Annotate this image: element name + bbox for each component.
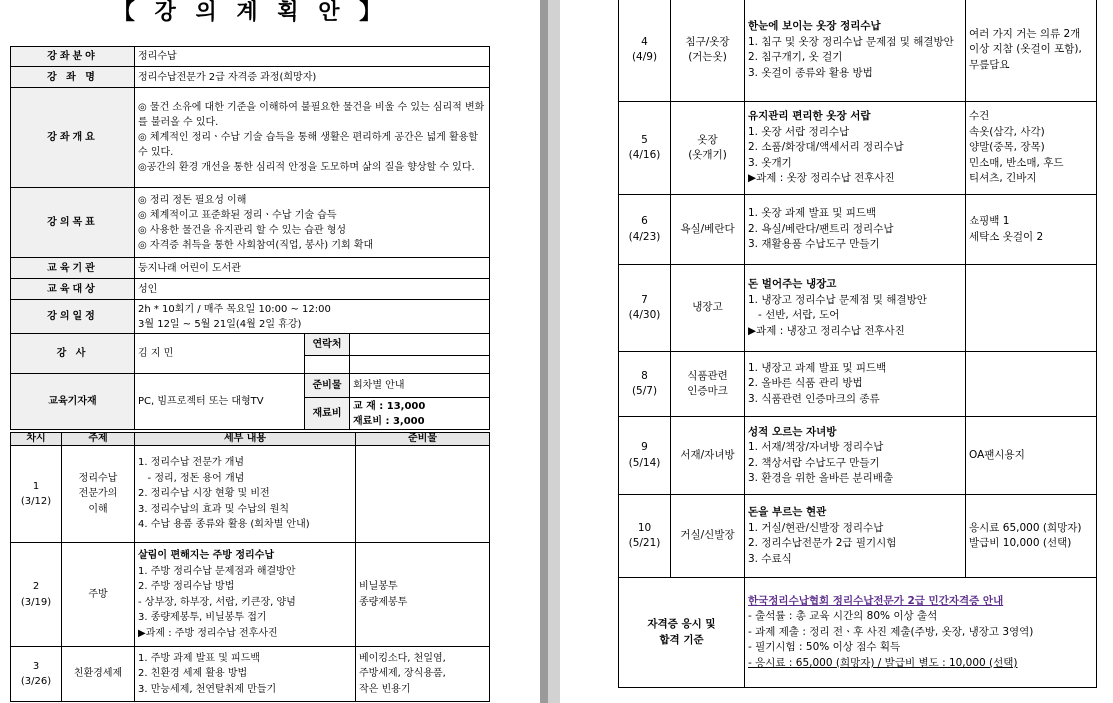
session-date: (3/12) bbox=[20, 496, 52, 507]
session-number: 2 bbox=[32, 581, 40, 592]
detail-line: 2. 올바른 식품 관리 방법 bbox=[748, 377, 863, 390]
detail-line: ▶과제 : 냉장고 정리수납 전후사진 bbox=[748, 324, 905, 337]
certification-item: - 필기시험 : 50% 이상 점수 획득 bbox=[748, 641, 901, 654]
overview-label: 강좌개요 bbox=[11, 88, 135, 188]
detail-line: 3. 수료식 bbox=[748, 552, 792, 565]
session-details bbox=[745, 417, 966, 495]
topic-line: 냉장고 bbox=[692, 301, 723, 314]
session-date: (3/26) bbox=[20, 676, 52, 687]
session-number-cell bbox=[619, 265, 671, 352]
session-topic bbox=[671, 417, 745, 495]
materials-line: OA팬시용지 bbox=[969, 448, 1025, 461]
detail-line: 1. 냉장고 정리수납 문제점 및 해결방안 bbox=[748, 293, 927, 306]
detail-line: 3. 환경을 위한 올바른 분리배출 bbox=[748, 472, 894, 484]
detail-line: - 정리, 정돈 용어 개념 bbox=[138, 472, 245, 484]
session-row-5 bbox=[619, 102, 1097, 195]
detail-line: 2. 친환경 세제 활용 방법 bbox=[138, 668, 248, 680]
goal-line: ◎ 정리 정돈 필요성 이해 bbox=[138, 194, 247, 206]
session-row-9 bbox=[619, 417, 1097, 495]
certification-row bbox=[619, 578, 1097, 688]
detail-line: ▶과제 : 옷장 정리수납 전후사진 bbox=[748, 172, 895, 185]
header-materials: 준비물 bbox=[356, 433, 490, 446]
session-materials bbox=[966, 195, 1097, 265]
session-number: 5 bbox=[641, 133, 648, 146]
info-row-goal bbox=[11, 188, 490, 258]
session-row-4 bbox=[619, 0, 1097, 102]
session-number-cell bbox=[11, 543, 62, 647]
session-topic bbox=[62, 543, 135, 647]
session-title: 성적 오르는 자녀방 bbox=[748, 425, 837, 438]
field-value: 정리수납 bbox=[135, 47, 490, 67]
detail-line: 1. 침구 및 옷장 정리수납 문제점 및 해결방안 bbox=[748, 35, 954, 48]
document-title: 【 강 의 계 획 안 】 bbox=[112, 0, 388, 25]
header-topic: 주제 bbox=[62, 433, 135, 446]
session-details bbox=[745, 265, 966, 352]
detail-line: 1. 주방 정리수납 문제점과 해결방안 bbox=[138, 565, 296, 577]
session-row-7 bbox=[619, 265, 1097, 352]
session-number: 8 bbox=[641, 369, 648, 382]
topic-line: 욕실/베란다 bbox=[680, 222, 735, 235]
certification-item: - 과제 제출 : 정리 전ㆍ후 사진 제출(주방, 옷장, 냉장고 3영역) bbox=[748, 625, 1034, 638]
certification-label-line: 합격 기준 bbox=[659, 633, 704, 646]
detail-line: 2. 책상서랍 수납도구 만들기 bbox=[748, 456, 880, 469]
session-materials bbox=[356, 647, 490, 702]
overview-line: ◎ 체계적인 정리ㆍ수납 기술 습득을 통해 생활은 편리하게 공간은 넓게 활용할 수 있다. bbox=[138, 132, 478, 158]
session-materials bbox=[966, 417, 1097, 495]
schedule-label: 강의일정 bbox=[11, 300, 135, 334]
field-label: 강좌분야 bbox=[11, 47, 135, 67]
session-materials bbox=[966, 0, 1097, 102]
detail-line: 1. 옷장 과제 발표 및 피드백 bbox=[748, 207, 877, 220]
topic-line: 식품관련 bbox=[687, 369, 728, 382]
detail-line: 1. 거실/현관/신발장 정리수납 bbox=[748, 521, 884, 534]
topic-line: (옷개기) bbox=[688, 149, 727, 161]
session-materials bbox=[966, 495, 1097, 578]
overview-line: ◎ 물건 소유에 대한 기준을 이해하여 불필요한 물건을 비울 수 있는 심리적 변화를 불러올 수 있다. bbox=[138, 102, 485, 128]
session-details bbox=[135, 543, 356, 647]
certification-item: - 출석률 : 총 교육 시간의 80% 이상 출석 bbox=[748, 610, 938, 623]
topic-line: 이해 bbox=[88, 503, 108, 515]
session-materials bbox=[966, 352, 1097, 417]
session-number-cell bbox=[619, 495, 671, 578]
fee-line: 교 재 : 13,000 bbox=[353, 400, 426, 412]
equipment-value: PC, 빔프로젝터 또는 대형TV bbox=[135, 374, 305, 430]
session-date: (5/21) bbox=[628, 537, 661, 549]
detail-line: 4. 수납 용품 종류와 활용 (회차별 안내) bbox=[138, 519, 310, 531]
name-value: 정리수납전문가 2급 자격증 과정(희망자) bbox=[135, 67, 490, 88]
materials-line: 세탁소 옷걸이 2 bbox=[969, 230, 1044, 243]
session-details bbox=[745, 0, 966, 102]
session-number: 3 bbox=[32, 660, 40, 672]
fee-label: 재료비 bbox=[305, 398, 350, 430]
session-row-10 bbox=[619, 495, 1097, 578]
topic-line: 전문가의 bbox=[78, 488, 118, 500]
info-row-field bbox=[11, 47, 490, 67]
session-topic bbox=[62, 647, 135, 702]
detail-line: 2. 주방 정리수납 방법 bbox=[138, 581, 235, 592]
detail-line: 1. 주방 과제 발표 및 피드백 bbox=[138, 652, 261, 664]
info-row-institution bbox=[11, 258, 490, 279]
info-row-target bbox=[11, 279, 490, 300]
session-topic bbox=[671, 265, 745, 352]
session-details bbox=[745, 495, 966, 578]
detail-line: 3. 종량제봉투, 비닐봉투 접기 bbox=[138, 612, 267, 623]
detail-line: 2. 정리수납 시장 현황 및 비전 bbox=[138, 488, 270, 500]
session-topic bbox=[671, 0, 745, 102]
session-details bbox=[745, 195, 966, 265]
session-number-cell bbox=[619, 0, 671, 102]
session-number-cell bbox=[619, 102, 671, 195]
info-row-name bbox=[11, 67, 490, 88]
detail-line: 1. 정리수납 전문가 개념 bbox=[138, 457, 245, 469]
session-materials bbox=[356, 543, 490, 647]
detail-line: 3. 옷개기 bbox=[748, 156, 792, 169]
detail-line: 2. 욕실/베란다/팬트리 정리수납 bbox=[748, 222, 894, 235]
detail-line: 3. 만능세제, 천연탈취제 만들기 bbox=[138, 683, 277, 695]
course-info-table bbox=[10, 46, 490, 430]
goal-line: ◎ 사용한 물건을 유지관리 할 수 있는 습관 형성 bbox=[138, 224, 347, 236]
materials-line: 베이킹소다, 천일염, bbox=[359, 652, 446, 664]
name-label: 강 좌 명 bbox=[11, 67, 135, 88]
detail-line: 1. 서재/책장/자녀방 정리수납 bbox=[748, 441, 884, 453]
fee-value bbox=[350, 398, 490, 430]
session-title: 돈 벌어주는 냉장고 bbox=[748, 278, 837, 290]
topic-line: 정리수납 bbox=[78, 472, 118, 484]
detail-line: 3. 식품관련 인증마크의 종류 bbox=[748, 392, 880, 405]
info-row-equipment bbox=[11, 374, 490, 398]
instructor-label: 강 사 bbox=[11, 334, 135, 374]
info-row-overview bbox=[11, 88, 490, 188]
topic-line: 서재/자녀방 bbox=[680, 448, 735, 461]
equipment-label: 교육기자재 bbox=[11, 374, 135, 430]
materials-line: 티셔츠, 긴바지 bbox=[969, 172, 1037, 185]
materials-label: 준비물 bbox=[305, 374, 350, 398]
certification-label-line: 자격증 응시 및 bbox=[647, 618, 716, 630]
topic-line: 거실/신발장 bbox=[680, 529, 735, 542]
session-topic bbox=[671, 495, 745, 578]
session-number-cell bbox=[11, 647, 62, 702]
instructor-extra-label bbox=[305, 356, 350, 374]
session-number-cell bbox=[11, 446, 62, 543]
certification-item: - 응시료 : 65,000 (희망자) / 발급비 별도 : 10,000 (선택) bbox=[748, 656, 1018, 669]
contact-label: 연락처 bbox=[305, 334, 350, 356]
materials-line: 종량제봉투 bbox=[359, 596, 408, 608]
session-topic bbox=[671, 352, 745, 417]
materials-value: 회차별 안내 bbox=[350, 374, 490, 398]
materials-line: 민소매, 반소매, 후드 bbox=[969, 156, 1064, 169]
session-row-1 bbox=[11, 446, 490, 543]
schedule-value bbox=[135, 300, 490, 334]
info-row-schedule bbox=[11, 300, 490, 334]
session-number-cell bbox=[619, 417, 671, 495]
session-row-2 bbox=[11, 543, 490, 647]
session-date: (5/7) bbox=[631, 385, 658, 397]
materials-line: 응시료 65,000 (희망자) bbox=[969, 521, 1082, 534]
session-number: 9 bbox=[641, 441, 648, 453]
detail-line: - 선반, 서랍, 도어 bbox=[748, 309, 840, 321]
session-number: 1 bbox=[32, 480, 40, 492]
schedule-header-row bbox=[11, 433, 490, 446]
materials-line: 발급비 10,000 (선택) bbox=[969, 537, 1072, 549]
topic-line: (거는옷) bbox=[688, 51, 727, 63]
page-gutter bbox=[540, 0, 548, 703]
materials-line: 주방세제, 장식용품, bbox=[359, 668, 446, 680]
detail-line: 2. 침구개기, 옷 걸기 bbox=[748, 51, 843, 63]
materials-line: 쇼핑백 1 bbox=[969, 215, 1010, 227]
session-title: 돈을 부르는 현관 bbox=[748, 506, 827, 518]
goal-value bbox=[135, 188, 490, 258]
detail-line: 2. 정리수납전문가 2급 필기시험 bbox=[748, 537, 897, 549]
session-topic bbox=[671, 102, 745, 195]
schedule-table-left bbox=[10, 432, 490, 702]
detail-line: ▶과제 : 주방 정리수납 전후사진 bbox=[138, 627, 278, 639]
schedule-line: 2h * 10회기 / 매주 목요일 10:00 ~ 12:00 bbox=[138, 303, 331, 315]
session-date: (4/23) bbox=[628, 230, 661, 243]
session-number: 7 bbox=[641, 293, 648, 306]
session-date: (3/19) bbox=[20, 596, 52, 608]
schedule-line: 3월 12일 ~ 5월 21일(4월 2일 휴강) bbox=[138, 318, 302, 330]
instructor-value: 김 지 민 bbox=[135, 334, 305, 374]
session-materials bbox=[356, 446, 490, 543]
schedule-table-right bbox=[618, 0, 1097, 688]
materials-line: 속옷(삼각, 사각) bbox=[969, 125, 1045, 138]
topic-line: 주방 bbox=[88, 588, 108, 600]
target-value: 성인 bbox=[135, 279, 490, 300]
header-session: 차시 bbox=[11, 433, 62, 446]
contact-value bbox=[350, 334, 490, 356]
detail-line: 2. 소품/화장대/액세서리 정리수납 bbox=[748, 141, 904, 154]
materials-line: 수건 bbox=[969, 110, 990, 123]
info-row-instructor bbox=[11, 334, 490, 356]
institution-value: 둥지나래 어린이 도서관 bbox=[135, 258, 490, 279]
materials-line: 여러 가지 거는 의류 2개 이상 지참 (옷걸이 포함), 무릎담요 bbox=[969, 27, 1082, 71]
session-details bbox=[135, 446, 356, 543]
document-page-right bbox=[560, 0, 1113, 703]
fee-line: 재료비 : 3,000 bbox=[353, 415, 425, 427]
overview-value bbox=[135, 88, 490, 188]
detail-line: 3. 재활용품 수납도구 만들기 bbox=[748, 238, 880, 251]
session-date: (4/9) bbox=[631, 51, 658, 63]
materials-line: 비닐봉투 bbox=[359, 581, 398, 592]
session-title: 유지관리 편리한 옷장 서랍 bbox=[748, 110, 871, 123]
session-number-cell bbox=[619, 195, 671, 265]
session-topic bbox=[62, 446, 135, 543]
overview-line: ◎공간의 환경 개선을 통한 심리적 안정을 도모하며 삶의 질을 향상할 수 있다. bbox=[138, 162, 475, 173]
session-row-8 bbox=[619, 352, 1097, 417]
goal-line: ◎ 자격증 취득을 통한 사회참여(직업, 봉사) 기회 확대 bbox=[138, 239, 374, 251]
session-number: 6 bbox=[641, 215, 648, 227]
topic-line: 친환경세제 bbox=[73, 668, 123, 680]
header-details: 세부 내용 bbox=[135, 433, 356, 446]
topic-line: 옷장 bbox=[697, 133, 718, 146]
session-number-cell bbox=[619, 352, 671, 417]
session-row-6 bbox=[619, 195, 1097, 265]
detail-line: 1. 옷장 서랍 정리수납 bbox=[748, 125, 850, 138]
session-topic bbox=[671, 195, 745, 265]
detail-line: 3. 정리수납의 효과 및 수납의 원칙 bbox=[138, 503, 290, 515]
session-materials bbox=[966, 102, 1097, 195]
certification-label bbox=[619, 578, 745, 688]
certification-heading: 한국정리수납협회 정리수납전문가 2급 민간자격증 안내 bbox=[748, 594, 1004, 607]
materials-line: 양말(중목, 장목) bbox=[969, 141, 1045, 154]
materials-line: 작은 빈용기 bbox=[359, 683, 411, 695]
session-materials bbox=[966, 265, 1097, 352]
session-details bbox=[135, 647, 356, 702]
session-date: (4/30) bbox=[628, 309, 661, 321]
session-number: 4 bbox=[641, 35, 648, 48]
session-title: 한눈에 보이는 옷장 정리수납 bbox=[748, 20, 881, 32]
session-date: (4/16) bbox=[628, 149, 661, 161]
instructor-extra-value bbox=[350, 356, 490, 374]
detail-line: 1. 냉장고 과제 발표 및 피드백 bbox=[748, 361, 887, 374]
target-label: 교육대상 bbox=[11, 279, 135, 300]
session-row-3 bbox=[11, 647, 490, 702]
session-number: 10 bbox=[637, 521, 652, 534]
page-gap bbox=[548, 0, 560, 703]
document-page-left bbox=[0, 0, 540, 703]
certification-content bbox=[745, 578, 1097, 688]
detail-line: - 상부장, 하부장, 서랍, 키큰장, 양념 bbox=[138, 596, 296, 608]
session-details bbox=[745, 102, 966, 195]
topic-line: 침구/옷장 bbox=[685, 35, 730, 48]
goal-label: 강의목표 bbox=[11, 188, 135, 258]
topic-line: 인증마크 bbox=[687, 385, 728, 397]
session-title: 살림이 편해지는 주방 정리수납 bbox=[138, 550, 275, 561]
detail-line: 3. 옷걸이 종류와 활용 방법 bbox=[748, 66, 873, 79]
session-date: (5/14) bbox=[628, 456, 661, 469]
institution-label: 교육기관 bbox=[11, 258, 135, 279]
goal-line: ◎ 체계적이고 표준화된 정리ㆍ수납 기술 습득 bbox=[138, 209, 337, 221]
session-details bbox=[745, 352, 966, 417]
